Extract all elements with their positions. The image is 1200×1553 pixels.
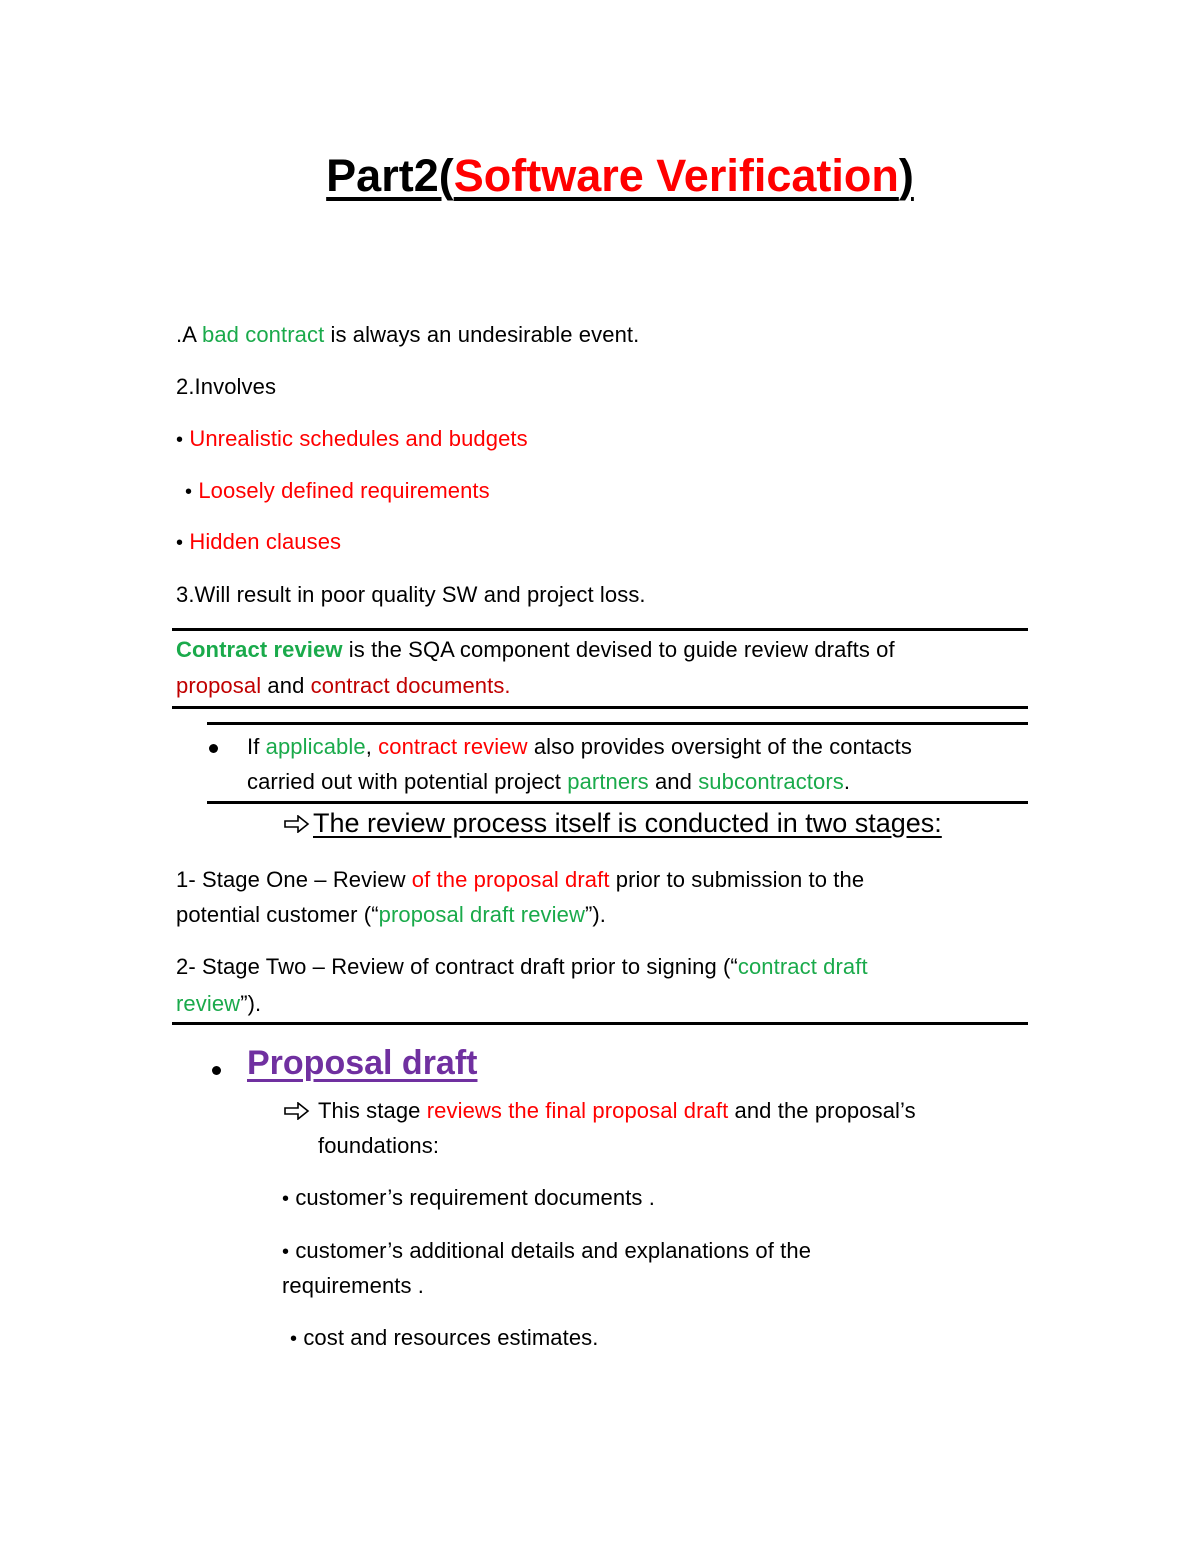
oversight-line-2: carried out with potential project partners and subcontractors.	[247, 769, 851, 794]
stages-heading: The review process itself is conducted in two stages:	[313, 808, 942, 838]
proposal-intro-line-1: This stage reviews the final proposal draft and the proposal’s	[318, 1098, 916, 1123]
bullet-icon: •	[290, 1328, 298, 1350]
intro-line-2: 2.Involves	[176, 374, 277, 399]
divider	[172, 706, 1028, 709]
contract-review-line-1: Contract review is the SQA component devised to guide review drafts of	[176, 637, 895, 662]
contract-review-line-2: proposal and contract documents.	[176, 673, 511, 698]
list-item: • Hidden clauses	[176, 529, 342, 554]
arrow-right-outline-icon	[284, 1102, 310, 1120]
bullet-icon: •	[282, 1241, 290, 1263]
arrow-right-outline-icon	[284, 815, 310, 833]
bullet-icon: •	[282, 1188, 290, 1210]
stage-two-line-1: 2- Stage Two – Review of contract draft prior to signing (“contract draft	[176, 954, 868, 979]
divider	[207, 801, 1028, 804]
bullet-icon	[209, 744, 218, 753]
stage-one-line-2: potential customer (“proposal draft review”).	[176, 902, 607, 927]
list-item: • customer’s requirement documents .	[282, 1185, 655, 1210]
bullet-icon	[212, 1066, 221, 1075]
title-highlight: Software Verification	[453, 150, 899, 201]
proposal-intro-line-2: foundations:	[318, 1133, 440, 1158]
bullet-icon: •	[185, 481, 193, 503]
list-item: • cost and resources estimates.	[290, 1325, 599, 1350]
list-item: • Unrealistic schedules and budgets	[176, 426, 528, 451]
oversight-line-1: If applicable, contract review also provides oversight of the contacts	[247, 734, 912, 759]
divider	[207, 722, 1028, 725]
stage-two-line-2: review”).	[176, 991, 262, 1016]
intro-line-3: 3.Will result in poor quality SW and project loss.	[176, 582, 646, 607]
proposal-draft-heading: Proposal draft	[247, 1044, 478, 1082]
divider	[172, 628, 1028, 631]
bullet-icon: •	[176, 429, 184, 451]
list-item: • Loosely defined requirements	[185, 478, 490, 503]
page-title: Part2(Software Verification)	[326, 150, 914, 201]
stage-one-line-1: 1- Stage One – Review of the proposal draft prior to submission to the	[176, 867, 865, 892]
intro-line-1: .A bad contract is always an undesirable event.	[176, 322, 640, 347]
list-item: • customer’s additional details and explanations of the	[282, 1238, 812, 1263]
list-item-continuation: requirements .	[282, 1273, 425, 1298]
divider	[172, 1022, 1028, 1025]
bullet-icon: •	[176, 532, 184, 554]
